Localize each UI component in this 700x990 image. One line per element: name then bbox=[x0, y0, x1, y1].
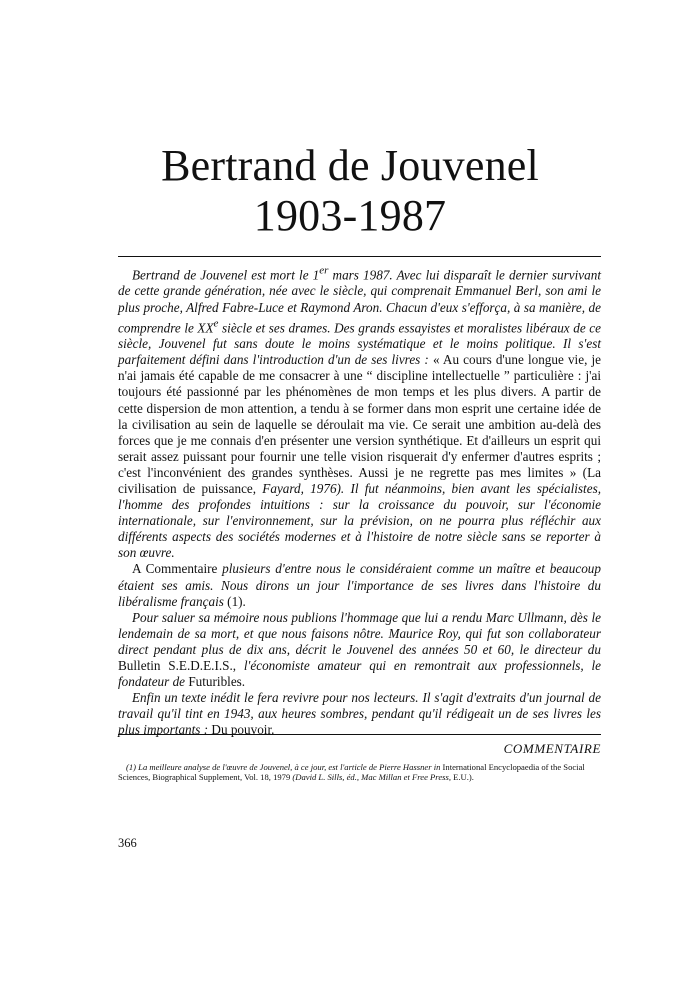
footnote-roman-b: International Encyclopaedia of the Social Sciences, Biographical Supplement, Vol. 18, 1979 bbox=[118, 761, 585, 783]
p3-italic-c: l'économiste amateur qui en remontrait aux professionnels, le fondateur de bbox=[118, 658, 602, 690]
footnote bbox=[118, 762, 601, 783]
article-title: Bertrand de Jouvenel bbox=[161, 141, 539, 190]
p3-bulletin: Bulletin S.E.D.E.I.S., bbox=[118, 658, 237, 674]
p2-roman-a: A Commentaire bbox=[132, 561, 218, 577]
paragraph-inedit bbox=[118, 690, 601, 738]
p4-italic-a: Enfin un texte inédit le fera revivre pour nos lecteurs. Il s'agit d'extraits d'un journal de travail qu'il tint en 1943, aux heures sombres, pendant qu'il rédigeait un de ses livres les plus importants : bbox=[118, 690, 601, 738]
p4-du-pouvoir: Du pouvoir. bbox=[208, 722, 275, 738]
article-body bbox=[118, 263, 601, 783]
p1-italic-a: Bertrand de Jouvenel est mort le 1 bbox=[132, 267, 320, 283]
paragraph-commentaire bbox=[118, 561, 601, 609]
signature: COMMENTAIRE bbox=[503, 740, 601, 756]
p3-italic-a: Pour saluer sa mémoire nous publions l'hommage que lui a rendu Marc Ullmann, dès le lendemain de sa mort, et que nous faisons nôtre. Maurice Roy, qui fut son collaborateur direct pendant plus de dix ans, décrit le Jouvenel des années 50 et 60, le directeur du bbox=[118, 609, 601, 657]
page-number: 366 bbox=[118, 836, 137, 850]
footnote-roman-d: E.U.). bbox=[450, 772, 474, 783]
paragraph-intro bbox=[118, 263, 601, 561]
footnote-italic-a: (1) La meilleure analyse de l'œuvre de Jouvenel, à ce jour, est l'article de Pierre Hassner in bbox=[126, 761, 441, 772]
top-rule bbox=[118, 256, 601, 257]
article-dates: 1903-1987 bbox=[253, 191, 447, 240]
p1-italic-c: siècle et ses drames. Des grands essayistes et moralistes libéraux de ce siècle, Jouvenel fut sans doute le moins systématique et le moins politique. Il s'est parfaitement défini dans l'introduction d'un de ses livres : bbox=[118, 320, 601, 368]
p1-italic-b: mars 1987. Avec lui disparaît le dernier survivant de cette grande génération, née avec le siècle, qui comprenait Emmanuel Berl, son ami le plus proche, Alfred Fabre-Luce et Raymond Aron. Chacun d'eux s'efforça, à sa manière, de comprendre le XX bbox=[118, 267, 601, 336]
footnote-italic-c: (David L. Sills, éd., Mac Millan et Free Press, bbox=[290, 772, 451, 783]
p2-italic-b: plusieurs d'entre nous le considéraient comme un maître et beaucoup étaient ses amis. Nous dirons un jour l'importance de ses livres dans l'histoire du libéralisme français bbox=[118, 561, 601, 609]
p3-futuribles: Futuribles. bbox=[185, 674, 246, 690]
p2-footnote-ref: (1). bbox=[223, 593, 246, 609]
bottom-rule bbox=[118, 734, 601, 735]
p1-superscript-2: e bbox=[213, 317, 219, 330]
paragraph-hommage bbox=[118, 610, 601, 690]
p1-italic-e: Fayard, 1976). Il fut néanmoins, bien avant les spécialistes, l'homme des profondes intuitions : sur la croissance du pouvoir, sur l'économie internationale, sur l'environnement, sur la prévision, on ne pourra plus réfléchir aux différents aspects des sociétés modernes et à l'histoire de notre siècle sans se reporter à son œuvre. bbox=[118, 481, 601, 561]
p1-superscript: er bbox=[319, 265, 329, 277]
p1-quote: « Au cours d'une longue vie, je n'ai jamais été capable de me consacrer à une “ discipline intellectuelle ” particulière : j'ai toujours été passionné par les phénomènes de mon temps et les plus divers. A partir de cette dispersion de mon attention, a tendu à se former dans mon esprit une certaine idée de la civilisation au sein de laquelle se déroulait ma vie. Ce serait une ambition au-delà des forces que je me connais d'en présenter une version synthétique. Et d'ailleurs un esprit qui serait assez puissant pour fournir une telle vision risquerait d'y enfermer d'autres esprits ; c'est l'inconvénient des grandes synthèses. Aussi je ne regrette pas mes limites » (La civilisation de puissance, bbox=[118, 352, 602, 496]
